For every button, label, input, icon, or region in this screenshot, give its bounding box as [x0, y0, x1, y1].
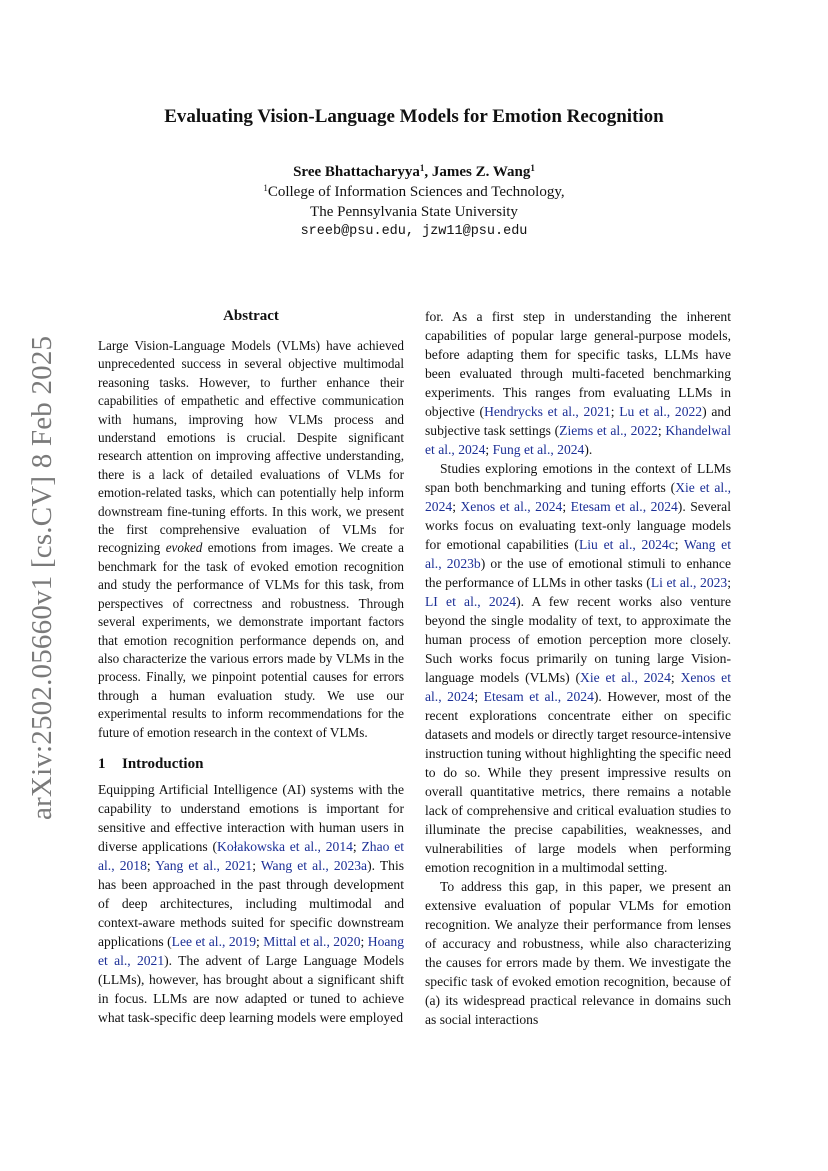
citation-link[interactable]: Yang et al., 2021 — [155, 857, 253, 873]
section-title: Introduction — [122, 755, 204, 772]
body-text: ). This has been approached in the past through development of deep architectures, including multimodal and context-aware methods suited for specific downstream applications ( — [98, 857, 405, 949]
body-paragraph — [425, 307, 731, 459]
affiliation-mark: 1 — [263, 183, 268, 193]
citation-separator: ; — [252, 857, 261, 873]
left-column — [98, 307, 404, 1027]
body-text: ). A few recent works also venture beyond the single modality of text, to approximate the human process of emotion perception more closely. Such works focus primarily on tuning large Vision-language models (VLMs) ( — [425, 594, 731, 685]
body-text: ) or the use of emotional stimuli to enhance the performance of LLMs in other tasks ( — [425, 556, 731, 590]
citation-separator: ; — [727, 575, 731, 590]
citation-link[interactable]: Etesam et al., 2024 — [570, 499, 678, 514]
citation-separator: ; — [452, 499, 461, 514]
body-text: ). Several works focus on evaluating text-only language models for emotional capabilities ( — [425, 499, 731, 552]
body-text: ). — [584, 442, 593, 457]
citation-separator: ; — [562, 499, 571, 514]
abstract-heading: Abstract — [223, 308, 279, 324]
abstract-text: emotions from images. We create a benchmark for the task of evoked emotion recognition and study the performance of VLMs for this task, from perspectives of correctness and robustness. Through several experiments, we demonstrate important factors that emotion recognition performance depends on, and also characterize the various errors made by VLMs in the process. Finally, we pinpoint potential causes for errors through a human evaluation study. We use our experimental results to inform recommendations for the future of emotion research in the context of VLMs. — [98, 540, 404, 740]
affiliation-text: College of Information Sciences and Technology, — [267, 184, 565, 200]
email-link[interactable]: jzw11@psu.edu — [422, 224, 528, 239]
body-text: ) and subjective task settings ( — [425, 404, 731, 438]
citation-link[interactable]: Hoang et al., 2021 — [98, 933, 404, 968]
body-text: ). However, most of the recent explorations concentrate either on specific datasets and models or directly target resource-intensive instruction tuning without highlighting the specific need to do so. While they present impressive results on overall quantitative metrics, there remains a notable lack of comprehensive and critical evaluation studies to illuminate the precise capabilities, weaknesses, and vulnerabilities of large models when performing emotion recognition in a multimodal setting. — [425, 689, 731, 875]
citation-separator: ; — [670, 670, 681, 685]
citation-link[interactable]: Xie et al., 2024 — [425, 480, 731, 514]
body-paragraph — [425, 459, 731, 877]
body-paragraph: To address this gap, in this paper, we present an extensive evaluation of popular VLMs for emotion recognition. We analyze their performance from lenses of accuracy and robustness, while also characterizing the causes for errors made by them. We investigate the specific task of evoked emotion recognition, because of (a) its widespread practical relevance in domains such as social interactions — [425, 879, 731, 1027]
abstract-body — [98, 337, 404, 742]
citation-link[interactable]: Li et al., 2023 — [650, 575, 728, 590]
citation-link[interactable]: LI et al., 2024 — [425, 594, 517, 609]
citation-link[interactable]: Xenos et al., 2024 — [425, 670, 731, 704]
citation-separator: ; — [674, 537, 685, 552]
affiliation-line: The Pennsylvania State University — [310, 204, 518, 220]
citation-link[interactable]: Xie et al., 2024 — [580, 670, 671, 685]
citation-separator: ; — [474, 689, 484, 704]
body-text: Equipping Artificial Intelligence (AI) systems with the capability to understand emotions is important for sensitive and effective interaction with human users in diverse applications ( — [98, 781, 404, 854]
citation-separator: ; — [657, 423, 666, 438]
citation-link[interactable]: Hendrycks et al., 2021 — [484, 404, 611, 419]
citation-link[interactable]: Khandelwal et al., 2024 — [425, 423, 731, 457]
author-emails — [0, 222, 828, 242]
email-separator: , — [405, 224, 423, 239]
citation-link[interactable]: Etesam et al., 2024 — [483, 689, 594, 704]
intro-paragraph — [98, 780, 404, 1027]
citation-separator: ; — [256, 933, 264, 949]
abstract-text: Large Vision-Language Models (VLMs) have achieved unprecedented success in several objective multimodal reasoning tasks. However, to further enhance their capabilities of empathetic and effective communication with humans, improving how VLMs process and understand emotions is crucial. Despite significant research attention on improving affective understanding, there is a lack of detailed evaluations of VLMs for emotion-related tasks, which can potentially help inform downstream fine-tuning efforts. In this work, we present the first comprehensive evaluation of VLMs for recognizing — [98, 338, 404, 556]
affiliation-mark: 1 — [419, 163, 425, 173]
citation-link[interactable]: Wang et al., 2023b — [425, 537, 731, 571]
citation-link[interactable]: Kołakowska et al., 2014 — [217, 838, 353, 854]
citation-separator: ; — [485, 442, 493, 457]
email-link[interactable]: sreeb@psu.edu — [300, 224, 406, 239]
citation-link[interactable]: Liu et al., 2024c — [578, 537, 675, 552]
arxiv-watermark: arXiv:2502.05660v1 [cs.CV] 8 Feb 2025 — [26, 335, 58, 820]
abstract-emphasis: evoked — [165, 540, 203, 556]
author-names — [0, 162, 828, 182]
citation-link[interactable]: Ziems et al., 2022 — [559, 423, 658, 438]
citation-link[interactable]: Wang et al., 2023a — [260, 857, 368, 873]
citation-link[interactable]: Lee et al., 2019 — [171, 933, 257, 949]
affiliation-mark: 1 — [530, 163, 535, 173]
citation-link[interactable]: Fung et al., 2024 — [492, 442, 585, 457]
body-text: Studies exploring emotions in the context of LLMs span both benchmarking and tuning efforts ( — [425, 461, 731, 495]
citation-link[interactable]: Xenos et al., 2024 — [460, 499, 563, 514]
author-name: Sree Bhattacharyya — [293, 164, 420, 180]
section-number: 1 — [98, 755, 106, 772]
author-name: James Z. Wang — [431, 164, 531, 180]
citation-link[interactable]: Mittal et al., 2020 — [263, 933, 361, 949]
body-text: for. As a first step in understanding the inherent capabilities of popular large general-purpose models, before adapting them for specific tasks, LLMs have been evaluated through multi-faceted benchmarking experiments. This ranges from evaluating LLMs in objective ( — [425, 309, 731, 419]
citation-separator: ; — [360, 933, 368, 949]
citation-link[interactable]: Lu et al., 2022 — [619, 404, 703, 419]
citation-separator: ; — [146, 857, 156, 873]
body-text: ). The advent of Large Language Models (LLMs), however, has brought about a significant shift in focus. LLMs are now adapted or tuned to achieve what task-specific deep learning models were employed — [98, 952, 404, 1025]
citation-separator: ; — [610, 404, 620, 419]
section-heading-introduction — [98, 755, 404, 774]
paper-title: Evaluating Vision-Language Models for Emotion Recognition — [164, 106, 664, 127]
author-block — [0, 162, 828, 242]
right-column — [425, 307, 731, 1029]
affiliation-line — [0, 182, 828, 202]
citation-separator: ; — [352, 838, 362, 854]
citation-link[interactable]: Zhao et al., 2018 — [98, 838, 405, 873]
author-separator: , — [424, 164, 432, 180]
